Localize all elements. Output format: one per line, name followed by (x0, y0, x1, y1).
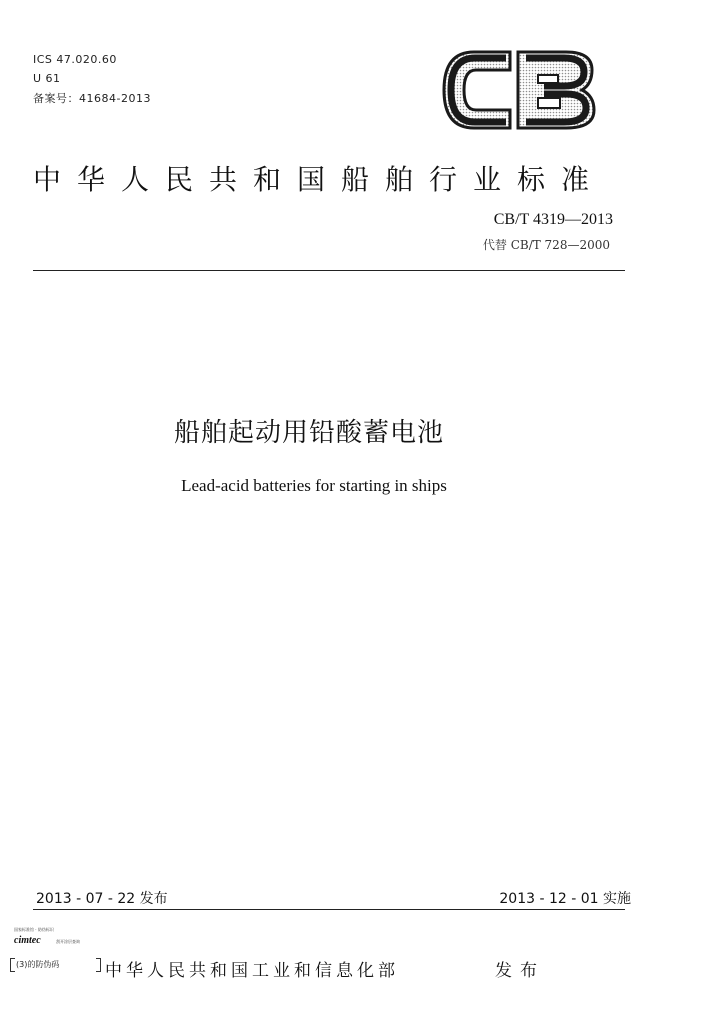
cb-logo (438, 48, 598, 132)
standard-title: 中华人民共和国船舶行业标准 (33, 163, 606, 196)
issue-date: 2013 - 07 - 22 发布 (36, 891, 168, 907)
document-title-en: Lead-acid batteries for starting in ships (181, 476, 447, 495)
anti-counterfeit-stamp (10, 926, 102, 984)
record-number: 备案号：41684-2013 (33, 92, 151, 105)
footer-divider (33, 909, 625, 910)
document-title-zh: 船舶起动用铅酸蓄电池 (173, 418, 444, 448)
stamp-bracket-left (10, 958, 15, 972)
stamp-bracket-right (96, 958, 101, 972)
header-divider (33, 270, 625, 271)
publish-label: 发布 (495, 961, 545, 981)
stamp-brand: cimtec (14, 935, 41, 946)
replaces-code: 代替 CB/T 728—2000 (482, 238, 610, 252)
issuing-authority: 中华人民共和国工业和信息化部 (105, 961, 399, 981)
ics-code: ICS 47.020.60 (33, 53, 117, 66)
ccs-code: U 61 (33, 72, 61, 85)
standard-code: CB/T 4319—2013 (493, 211, 613, 228)
stamp-line-1: 国家标准馆 · 防伪标识 (14, 927, 54, 932)
stamp-label: (3)的防伪码 (16, 960, 60, 969)
stamp-line-2: 刮开涂层查询 (56, 939, 80, 944)
implementation-date: 2013 - 12 - 01 实施 (499, 891, 631, 907)
